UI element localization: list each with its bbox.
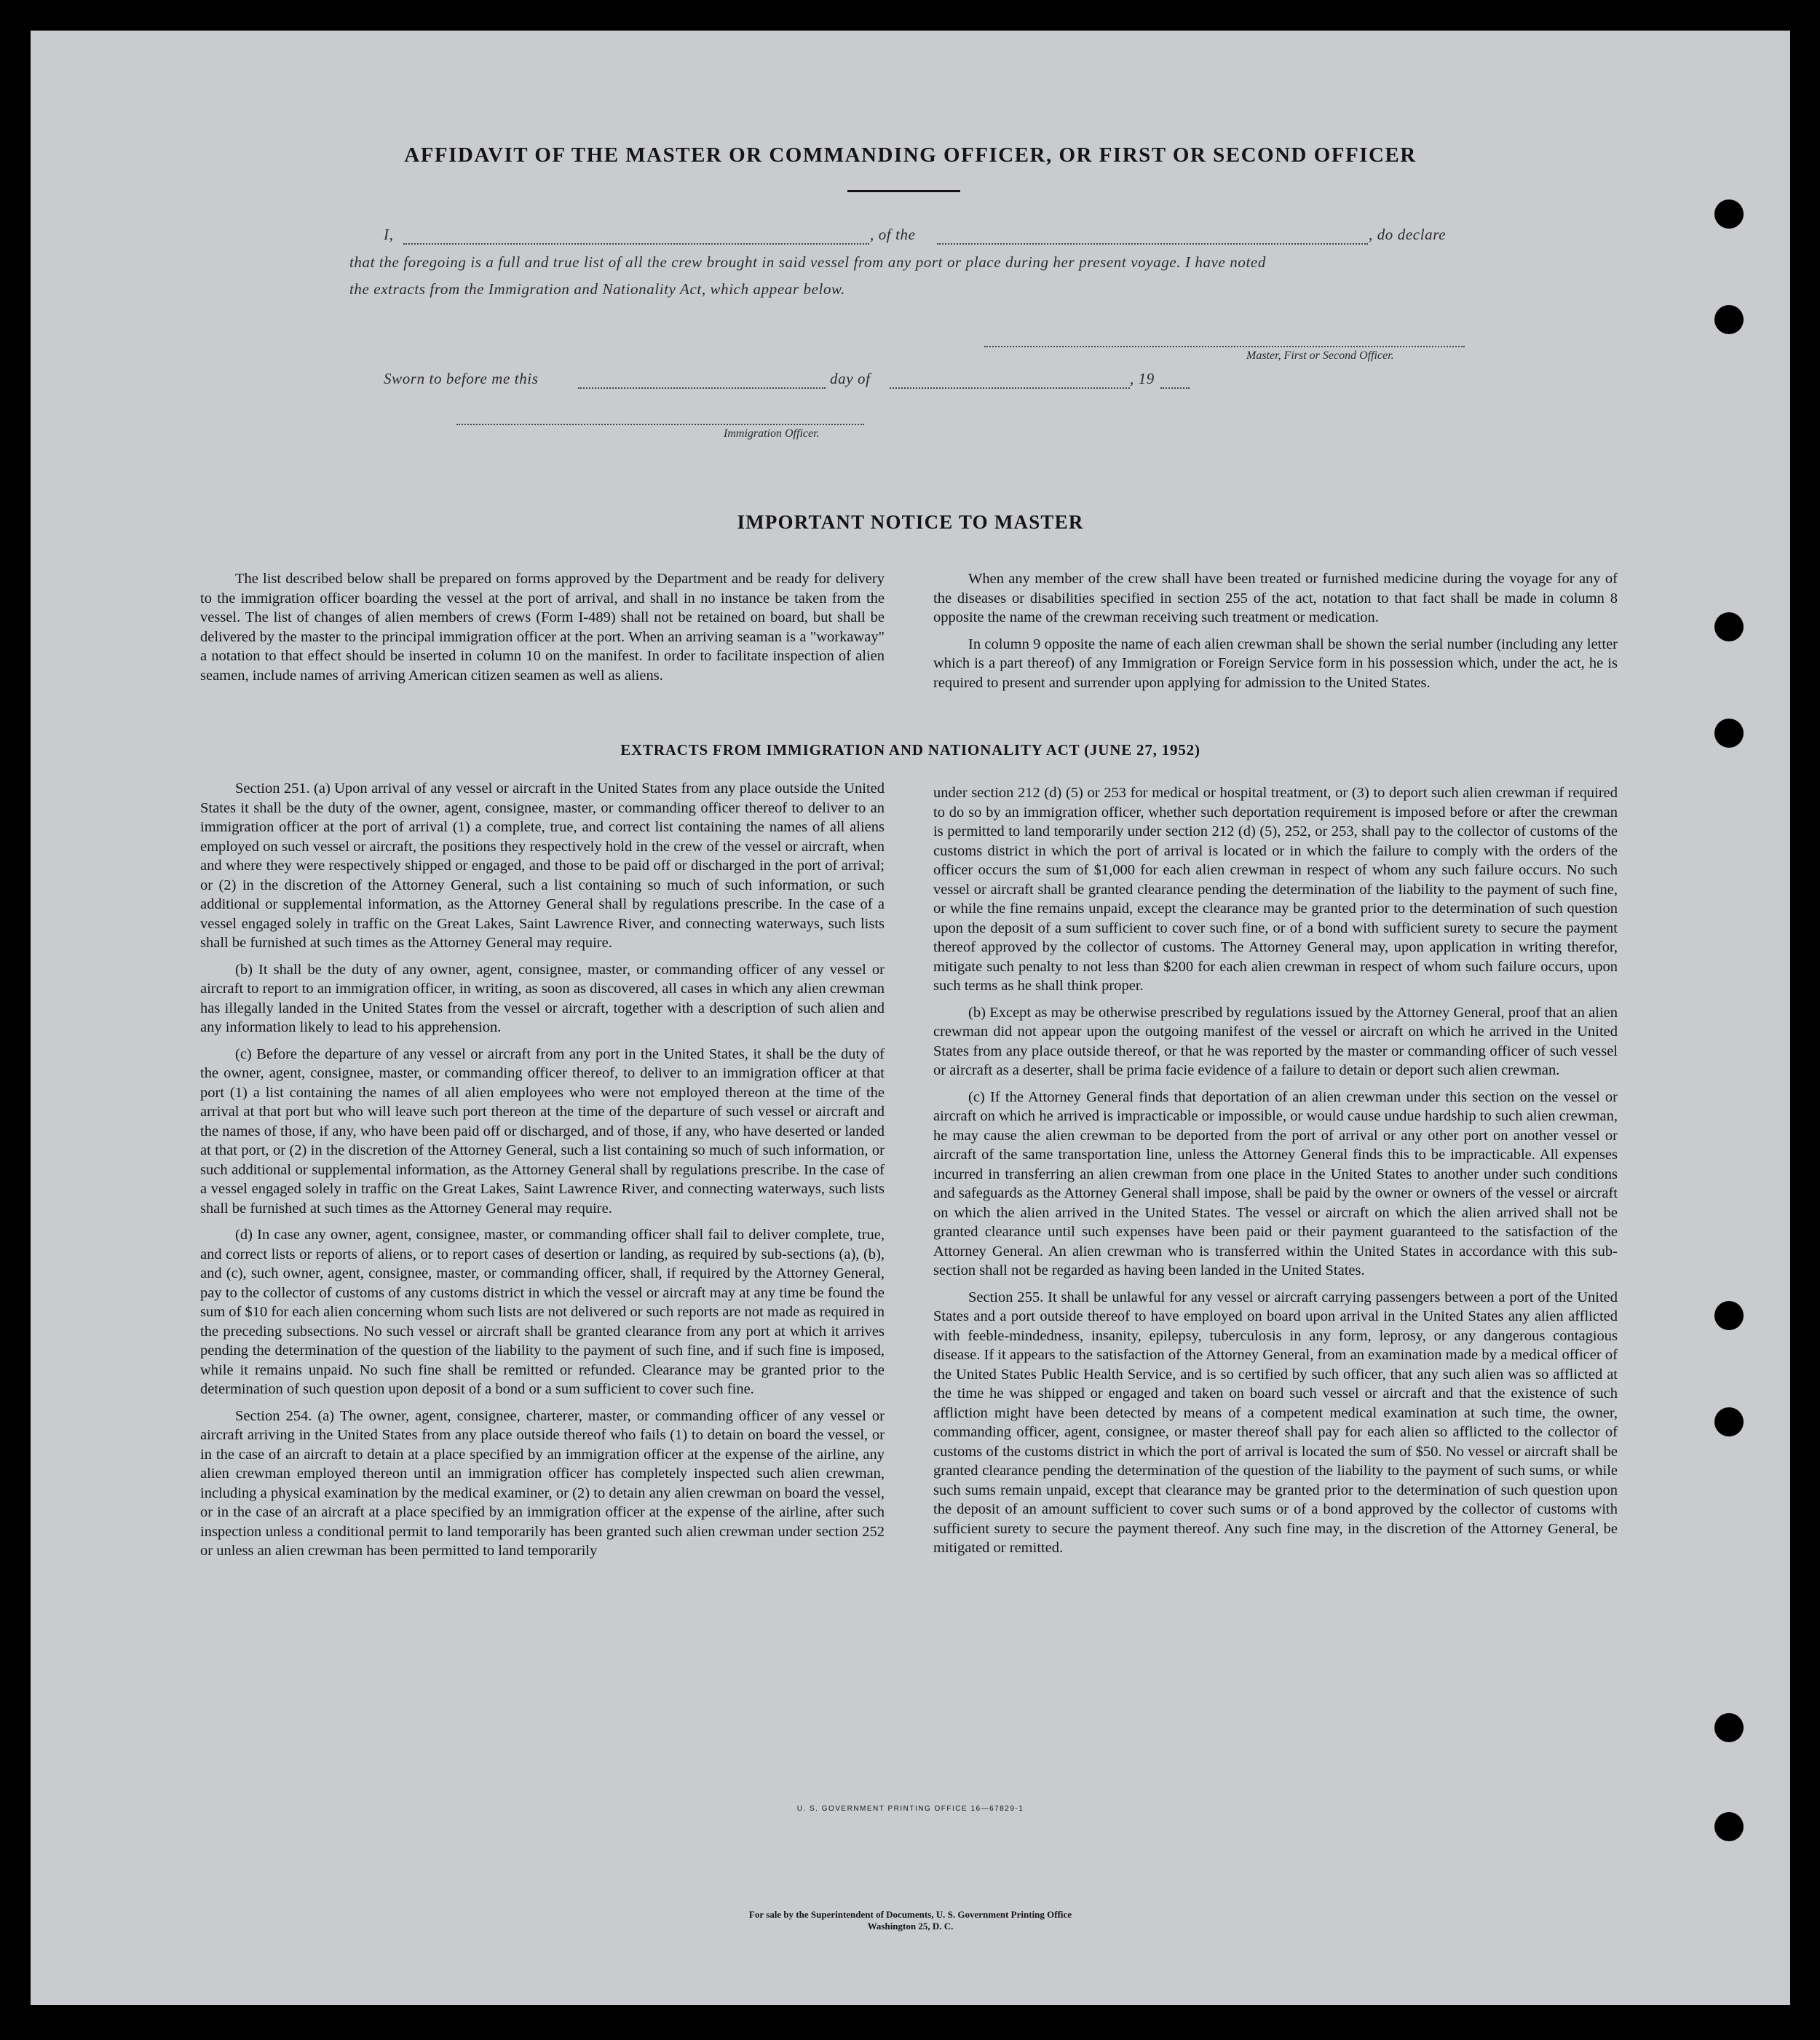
binder-hole [1714, 719, 1744, 748]
immigration-signature-label: Immigration Officer. [724, 427, 820, 440]
sworn-year: , 19 [1130, 370, 1155, 387]
section-paragraph: Section 254. (a) The owner, agent, consignee, charterer, master, or commanding officer of any vessel or aircraft arriving in the United States from any place outside thereof who fails (1) to detain on board the vessel, or in the case of an aircraft to detain at a place specified by an immigration officer at the expense of the airline, any alien crewman employed thereon until an immigration officer has completely inspected such alien crewman, including a physical examination by the medical examiner, or (2) to detain any alien crewman on board the vessel, or in the case of an aircraft at a place specified by an immigration officer at the expense of the airline, after such inspection unless a conditional permit to land temporarily has been granted such alien crewman under section 252 or unless an alien crewman has been permitted to land temporarily [200, 1407, 885, 1559]
binder-hole [1714, 305, 1744, 334]
section-paragraph: (c) Before the departure of any vessel or aircraft from any port in the United States, it shall be the duty of the owner, agent, consignee, master, or commanding officer thereof, to deliver to an immigration officer at that port (1) a list containing the names of all alien employees who were not employed thereon at the time of the arrival at that port but who will leave such port thereon at the time of the departure of such vessel or aircraft and the names of those, if any, who have been paid off or discharged, and of those, if any, who have deserted or landed at that port, or (2) in the discretion of the Attorney General, such a list containing so much of such information, or such additional or supplemental information, as the Attorney General shall by regulations prescribe. In the case of a vessel engaged solely in traffic on the Great Lakes, Saint Lawrence River, and connecting waterways, such lists shall be furnished at such times as the Attorney General may require. [200, 1045, 885, 1217]
gpo-imprint: U. S. GOVERNMENT PRINTING OFFICE 16—67829-1 [796, 1805, 1024, 1813]
binder-hole [1714, 199, 1744, 229]
notice-title: IMPORTANT NOTICE TO MASTER [737, 511, 1084, 533]
section-paragraph: Section 255. It shall be unlawful for any vessel or aircraft carrying passengers between a port of the United States and a port outside thereof to have employed on board upon arrival in the United States any alien afflicted with feeble-mindedness, insanity, epilepsy, tuberculosis in any form, leprosy, or any dangerous contagious disease. If it appears to the satisfaction of the Attorney General, from an examination made by a medical officer of the United States Public Health Service, and is so certified by such officer, that any such alien was so afflicted at the time he was shipped or engaged and taken on board such vessel or aircraft and that the existence of such affliction might have been detected by means of a competent medical examination at such time, the owner, commanding officer, agent, consignee, or master thereof shall pay for each alien so afflicted to the collector of customs of the customs district in which the port of arrival is located the sum of $50. No vessel or aircraft shall be granted clearance pending the determination of the question of the liability to the payment of such sums, or while such sums remain unpaid, except that clearance may be granted prior to the determination of such question upon the deposit of an amount sufficient to cover such sums or of a bond approved by the collector of customs with sufficient surety to secure the payment thereof. Any such fine may, in the discretion of the Attorney General, be mitigated or remitted. [933, 1289, 1618, 1556]
extracts-right-column [933, 783, 1618, 1565]
sworn-text: Sworn to before me this [384, 370, 539, 387]
notice-left-column [200, 569, 885, 692]
master-signature-label: Master, First or Second Officer. [1246, 349, 1394, 362]
decl-line3: the extracts from the Immigration and Nationality Act, which appear below. [349, 280, 845, 298]
decl-i: I, [384, 226, 394, 243]
notice-paragraph: The list described below shall be prepared on forms approved by the Department and be ready for delivery to the immigration officer boarding the vessel at the port of arrival, and shall in no instance be taken from the vessel. The list of changes of alien members of crews (Form I-489) shall not be retained on board, but shall be delivered by the master to the principal immigration officer at the port. When an arriving seaman is a "workaway" a notation to that effect should be inserted in column 10 on the manifest. In order to facilitate inspection of alien seamen, include names of arriving American citizen seamen as well as aliens. [200, 571, 885, 684]
sworn-day-of: day of [830, 370, 871, 387]
decl-of-the: , of the [870, 226, 916, 243]
immigration-signature-line[interactable] [456, 424, 864, 425]
name-blank[interactable] [403, 243, 869, 245]
section-paragraph-continued: under section 212 (d) (5) or 253 for medical or hospital treatment, or (3) to deport such alien crewman if required to do so by an immigration officer, whether such deportation requirement is imposed before or after the crewman is permitted to land temporarily under section 212 (d) (5), 252, or 253, shall pay to the collector of customs of the customs district in which the port of arrival is located or in which the failure to comply with the orders of the officer occurs the sum of $1,000 for each alien crewman in respect of whom any such failure occurs. No such vessel or aircraft shall be granted clearance pending the determination of the liability to the payment of such fine, or while the fine remains unpaid, except the clearance may be granted prior to the determination of such question upon the deposit of a sum sufficient to cover such fine, or of a bond with sufficient surety to secure the payment thereof approved by the collector of customs. The Attorney General may, upon application in writing therefor, mitigate such penalty to not less than $200 for each alien crewman in respect of whom such failure occurs, upon such terms as he shall think proper. [933, 785, 1618, 994]
vessel-blank[interactable] [937, 243, 1368, 245]
notice-right-column [933, 569, 1618, 700]
section-paragraph: Section 251. (a) Upon arrival of any vessel or aircraft in the United States from any place outside the United States it shall be the duty of the owner, agent, consignee, master, or commanding officer thereof to deliver to an immigration officer at the port of arrival (1) a complete, true, and correct list containing the names of all aliens employed on such vessel or aircraft, the positions they respectively hold in the crew of the vessel or aircraft, when and where they were respectively shipped or engaged, and those to be paid off or discharged in the port of arrival; or (2) in the discretion of the Attorney General, such a list containing so much of such information, or such additional or supplemental information, as the Attorney General shall by regulations prescribe. In the case of a vessel engaged solely in traffic on the Great Lakes, Saint Lawrence River, and connecting waterways, such lists shall be furnished at such times as the Attorney General may require. [200, 780, 885, 951]
sworn-day-blank[interactable] [578, 387, 826, 389]
section-paragraph: (b) It shall be the duty of any owner, agent, consignee, master, or commanding officer of any vessel or aircraft to report to an immigration officer, in writing, as soon as discovered, all cases in which any alien crewman has illegally landed in the United States from the vessel or aircraft, together with a description of such alien and any information likely to lead to his apprehension. [200, 961, 885, 1035]
decl-line2: that the foregoing is a full and true list of all the crew brought in said vessel from any port or place during her present voyage. I have noted [349, 253, 1266, 271]
decl-do-declare: , do declare [1369, 226, 1447, 243]
sworn-month-blank[interactable] [890, 387, 1130, 389]
master-signature-line[interactable] [984, 346, 1465, 347]
sale-line-1: For sale by the Superintendent of Documents, U. S. Government Printing Office [748, 1909, 1072, 1920]
extracts-title: EXTRACTS FROM IMMIGRATION AND NATIONALITY ACT (JUNE 27, 1952) [620, 741, 1200, 759]
section-paragraph: (b) Except as may be otherwise prescribed by regulations issued by the Attorney General, proof that an alien crewman did not appear upon the outgoing manifest of the vessel or aircraft on which he arrived in the United States from any place outside thereof, or that he was reported by the master or commanding officer of such vessel or aircraft as a deserter, shall be prima facie evidence of a failure to detain or deport such alien crewman. [933, 1004, 1618, 1078]
title-rule [847, 190, 960, 192]
affidavit-title: AFFIDAVIT OF THE MASTER OR COMMANDING OFFICER, OR FIRST OR SECOND OFFICER [404, 143, 1417, 167]
section-paragraph: (c) If the Attorney General finds that deportation of an alien crewman under this section on the vessel or aircraft on which he arrived is impracticable or impossible, or would cause undue hardship to such alien crewman, he may cause the alien crewman to be deported from the port of arrival or any other port on another vessel or aircraft of the same transportation line, unless the Attorney General finds this to be impracticable. All expenses incurred in transferring an alien crewman from one place in the United States to another under such conditions and safeguards as the Attorney General shall impose, shall be paid by the owner or owners of the vessel or aircraft on which the alien arrived in the United States. The vessel or aircraft on which the alien arrived shall not be granted clearance until such expenses have been paid or their payment guaranteed to the satisfaction of the Attorney General. An alien crewman who is transferred within the United States in accordance with this sub-section shall not be regarded as having been landed in the United States. [933, 1088, 1618, 1278]
binder-hole [1714, 1713, 1744, 1742]
section-paragraph: (d) In case any owner, agent, consignee, master, or commanding officer shall fail to deliver complete, true, and correct lists or reports of aliens, or to report cases of desertion or landing, as required by sub-sections (a), (b), and (c), such owner, agent, consignee, master, or commanding officer, shall, if required by the Attorney General, pay to the collector of customs of any customs district in which the vessel or aircraft may at any time be found the sum of $10 for each alien concerning whom such lists are not delivered or such reports are not made as required in the preceding subsections. No such vessel or aircraft shall be granted clearance from any port at which it arrives pending the determination of the question of the liability to the payment of such fine, and if such fine is imposed, while it remains unpaid. No such fine shall be remitted or refunded. Clearance may be granted prior to the determination of such question upon deposit of a bond or a sum sufficient to cover such fine. [200, 1227, 885, 1397]
sale-line-2: Washington 25, D. C. [867, 1921, 954, 1932]
notice-paragraph: When any member of the crew shall have been treated or furnished medicine during the voyage for any of the diseases or disabilities specified in section 255 of the act, notation to that fact shall be made in column 8 opposite the name of the crewman receiving such treatment or medication. [933, 571, 1618, 625]
notice-paragraph: In column 9 opposite the name of each alien crewman shall be shown the serial number (including any letter which is a part thereof) of any Immigration or Foreign Service form in his possession which, under the act, he is required to present and surrender upon applying for admission to the United States. [933, 636, 1618, 691]
sale-notice [31, 1909, 1790, 1932]
binder-hole [1714, 612, 1744, 641]
binder-hole [1714, 1301, 1744, 1330]
form-page [31, 31, 1790, 2005]
binder-hole [1714, 1812, 1744, 1841]
binder-hole [1714, 1407, 1744, 1436]
extracts-left-column [200, 779, 885, 1568]
sworn-year-blank[interactable] [1160, 387, 1190, 389]
